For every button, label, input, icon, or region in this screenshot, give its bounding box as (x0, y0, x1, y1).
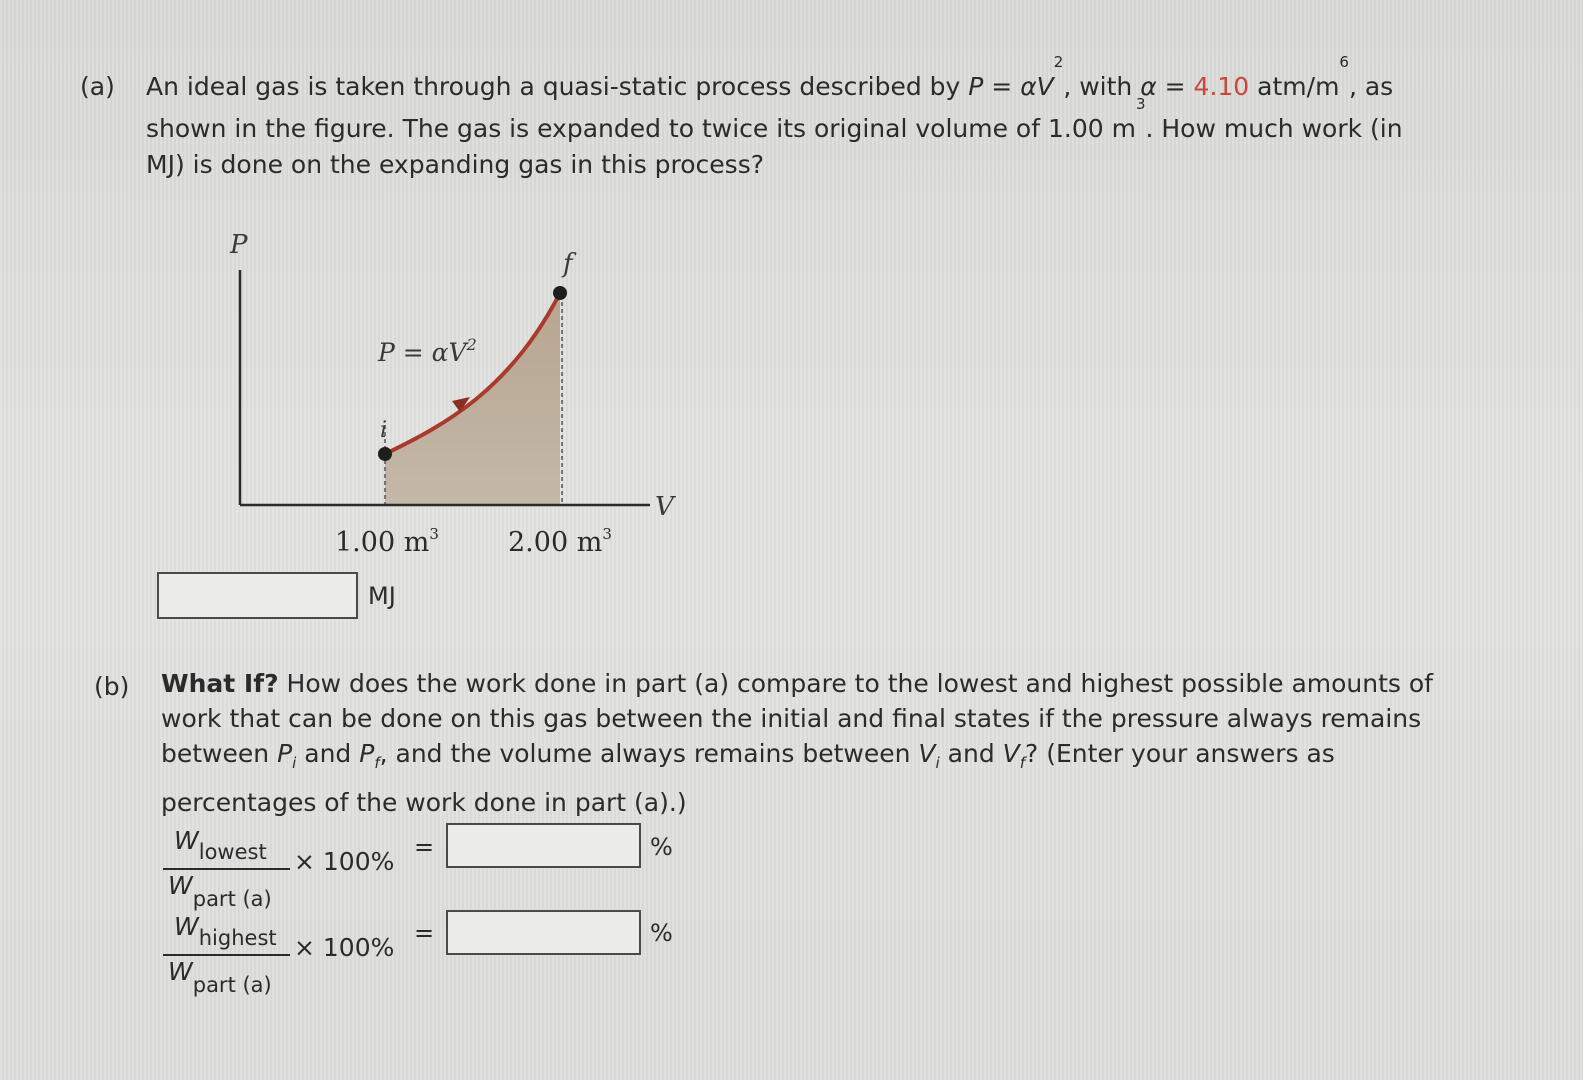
v-axis-label: V (655, 492, 674, 522)
highest-fraction-bar (163, 954, 290, 956)
part-b-line-4: percentages of the work done in part (a).) (161, 788, 687, 817)
alpha-value: 4.10 (1193, 72, 1250, 101)
part-b-label: (b) (94, 672, 130, 701)
part-a-with: , with (1063, 72, 1141, 101)
part-b-line-3: between $P_i$ and $P_f$, and the volume always remains between $V_i$ and $V_f$? (Enter your answers as (161, 739, 1335, 772)
formula-equals: = (983, 72, 1021, 101)
part-a-line2-text: shown in the figure. The gas is expanded to twice its original volume of 1.00 m (146, 114, 1136, 143)
part-a-line1-text: An ideal gas is taken through a quasi-static process described by (146, 72, 969, 101)
curve-label: $P = \alpha V^2$ (378, 335, 477, 367)
work-area-shading (385, 293, 560, 505)
part-b-line-1 (161, 666, 1433, 701)
part-b-line-2: work that can be done on this gas between the initial and final states if the pressure always remains (161, 704, 1422, 733)
part-a-line-3: MJ) is done on the expanding gas in this process? (146, 150, 765, 179)
lowest-times-100: × 100% (294, 847, 395, 876)
highest-percent-input[interactable] (446, 910, 641, 955)
initial-state-point (378, 447, 392, 461)
formula-P: P (968, 72, 984, 101)
part-a-label: (a) (80, 72, 115, 101)
part-a-line-1 (146, 53, 1403, 108)
highest-times-100: × 100% (294, 933, 395, 962)
initial-label: i (380, 418, 388, 443)
lowest-fraction-bar (163, 868, 290, 870)
what-if-heading: What If? (161, 669, 279, 698)
part-a-question (146, 53, 1403, 186)
lowest-percent-unit: % (650, 833, 673, 861)
lowest-denominator: $W_{part (a)}$ (168, 871, 272, 911)
final-state-point (553, 286, 567, 300)
part-b-question (161, 666, 1433, 820)
alpha-unit: atm/m (1249, 72, 1340, 101)
alpha-unit-exponent: 6 (1339, 53, 1349, 71)
alpha-equals: = (1156, 72, 1194, 101)
tick-label-1: 1.00 $m^3$ (335, 525, 439, 558)
work-answer-unit: MJ (368, 582, 396, 610)
highest-percent-unit: % (650, 919, 673, 947)
part-a-line2-end: . How much work (in (1145, 114, 1403, 143)
highest-denominator: $W_{part (a)}$ (168, 957, 272, 997)
tick-label-2: 2.00 $m^3$ (508, 525, 612, 558)
part-a-line1-end: , as (1348, 72, 1394, 101)
part-b-line1-text: How does the work done in part (a) compare to the lowest and highest possible amounts of (278, 669, 1433, 698)
formula-alphaV: αV (1020, 72, 1054, 101)
volume-exponent: 3 (1135, 95, 1146, 113)
lowest-equals: = (414, 833, 435, 861)
work-answer-input[interactable] (157, 572, 358, 619)
pv-diagram (160, 215, 680, 565)
formula-exponent-2: 2 (1053, 53, 1064, 71)
highest-numerator: $W_{highest}$ (174, 912, 277, 950)
highest-equals: = (414, 919, 435, 947)
p-axis-label: P (230, 230, 248, 260)
lowest-percent-input[interactable] (446, 823, 641, 868)
alpha-symbol: α (1140, 72, 1157, 101)
lowest-numerator: $W_{lowest}$ (174, 826, 267, 864)
final-label: f (563, 249, 573, 279)
